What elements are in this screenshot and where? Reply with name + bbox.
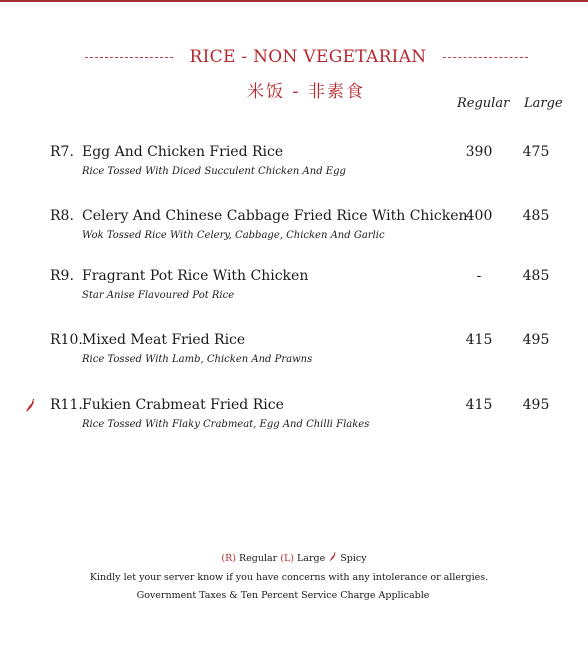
price-regular: - — [476, 268, 482, 284]
chilli-icon — [24, 399, 36, 413]
price-regular: 390 — [465, 144, 493, 160]
chilli-icon — [328, 552, 337, 562]
section-title-chinese: 米饭 - 非素食 — [247, 82, 365, 102]
price-large: 495 — [522, 397, 550, 413]
legend-regular-key: (R) — [221, 553, 236, 564]
item-code: R10. — [50, 332, 83, 348]
item-name: Egg And Chicken Fried Rice — [82, 144, 284, 160]
taxes-note: Government Taxes & Ten Percent Service Charge Applicable — [136, 590, 430, 601]
price-regular: 415 — [465, 332, 493, 348]
item-code: R11. — [50, 397, 83, 413]
item-name: Mixed Meat Fried Rice — [82, 332, 246, 348]
item-description: Rice Tossed With Diced Succulent Chicken And Egg — [82, 166, 346, 177]
allergy-note: Kindly let your server know if you have concerns with any intolerance or allergies. — [89, 572, 489, 583]
top-border — [0, 0, 588, 2]
item-code: R7. — [50, 144, 74, 160]
column-header-regular: Regular — [457, 96, 510, 111]
legend-large-key: (L) — [280, 553, 294, 564]
price-large: 495 — [522, 332, 550, 348]
legend-spicy-label: Spicy — [340, 553, 367, 564]
item-name: Celery And Chinese Cabbage Fried Rice With Chicken — [82, 208, 468, 224]
price-regular: 415 — [465, 397, 493, 413]
section-title: RICE - NON VEGETARIAN — [189, 47, 427, 67]
price-large: 475 — [522, 144, 550, 160]
price-regular: 400 — [465, 208, 493, 224]
price-large: 485 — [522, 208, 550, 224]
legend — [0, 552, 588, 564]
column-header-large: Large — [524, 96, 563, 111]
price-large: 485 — [522, 268, 550, 284]
legend-regular-label: Regular — [238, 553, 278, 564]
item-name: Fukien Crabmeat Fried Rice — [82, 397, 284, 413]
item-code: R9. — [50, 268, 74, 284]
item-code: R8. — [50, 208, 74, 224]
item-description: Star Anise Flavoured Pot Rice — [82, 290, 235, 301]
item-description: Wok Tossed Rice With Celery, Cabbage, Chicken And Garlic — [82, 230, 385, 241]
legend-large-label: Large — [297, 553, 326, 564]
item-description: Rice Tossed With Flaky Crabmeat, Egg And Chilli Flakes — [82, 419, 370, 430]
item-description: Rice Tossed With Lamb, Chicken And Prawns — [82, 354, 313, 365]
item-name: Fragrant Pot Rice With Chicken — [82, 268, 309, 284]
